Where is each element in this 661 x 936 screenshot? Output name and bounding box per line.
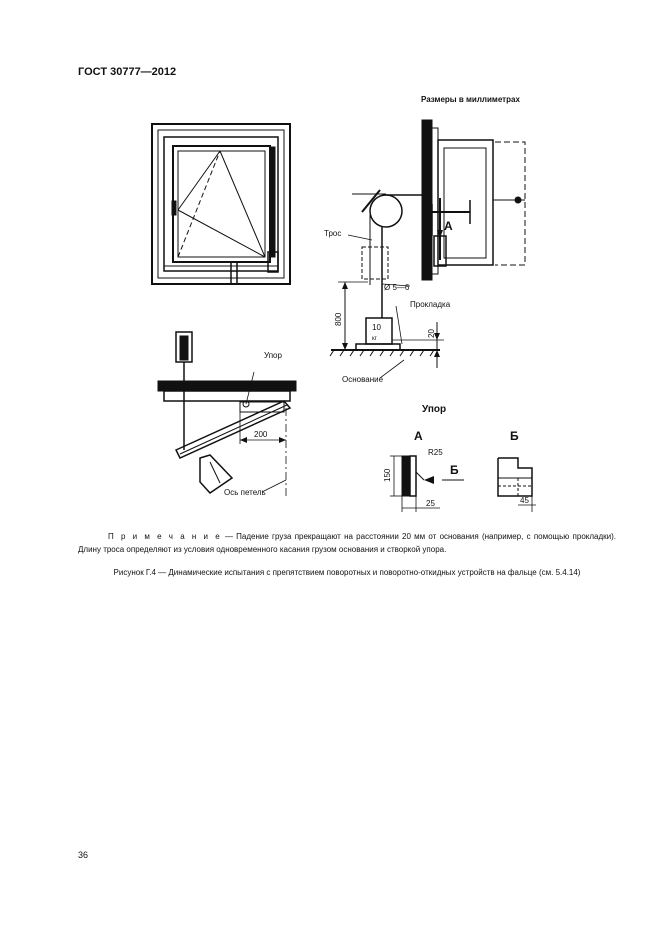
drop-height-dim: 800 — [334, 312, 343, 326]
note-prefix: П р и м е ч а н и е — [108, 532, 222, 541]
stop-offset-dim: 200 — [254, 430, 268, 439]
weight-value: 10 — [372, 323, 381, 332]
detail-b-title: Б — [510, 429, 519, 443]
note-paragraph — [78, 530, 616, 556]
spacer-label: Прокладка — [410, 300, 451, 309]
base-label: Основание — [342, 375, 384, 384]
radius-label: R25 — [428, 448, 443, 457]
plan-stop-label: Упор — [264, 351, 282, 360]
hinge-axis-label: Ось петель — [224, 488, 266, 497]
window-front-view — [152, 124, 290, 284]
page-number: 36 — [78, 850, 89, 860]
stop-width-b-dim: 45 — [520, 496, 529, 505]
detail-b-marker: Б — [450, 463, 459, 477]
diameter-label: Ø 5—6 — [384, 283, 410, 292]
rope-label: Трос — [324, 229, 342, 238]
units-note: Размеры в миллиметрах — [421, 95, 520, 104]
note-text: — Падение груза прекращают на расстоянии 20 мм от основания (например, с помощью прокладки). Длину троса определяют из условия одновременного касания грузом основания и створкой упора. — [78, 532, 616, 554]
figure-caption: Рисунок Г.4 — Динамические испытания с препятствием поворотных и поворотно-откидных устройств на фальце (см. 5.4.14) — [113, 568, 581, 577]
stop-section-title: Упор — [422, 404, 447, 415]
stop-height-dim: 150 — [383, 468, 392, 482]
stop-detail-b — [498, 458, 536, 512]
stop-width-a-dim: 25 — [426, 499, 435, 508]
document-header: ГОСТ 30777—2012 — [78, 66, 177, 78]
drop-test-side-view — [330, 120, 525, 378]
gap-dim: 20 — [427, 329, 436, 338]
detail-a-title: А — [414, 429, 423, 443]
view-a-marker: А — [444, 219, 453, 233]
weight-unit: кг — [372, 336, 377, 342]
